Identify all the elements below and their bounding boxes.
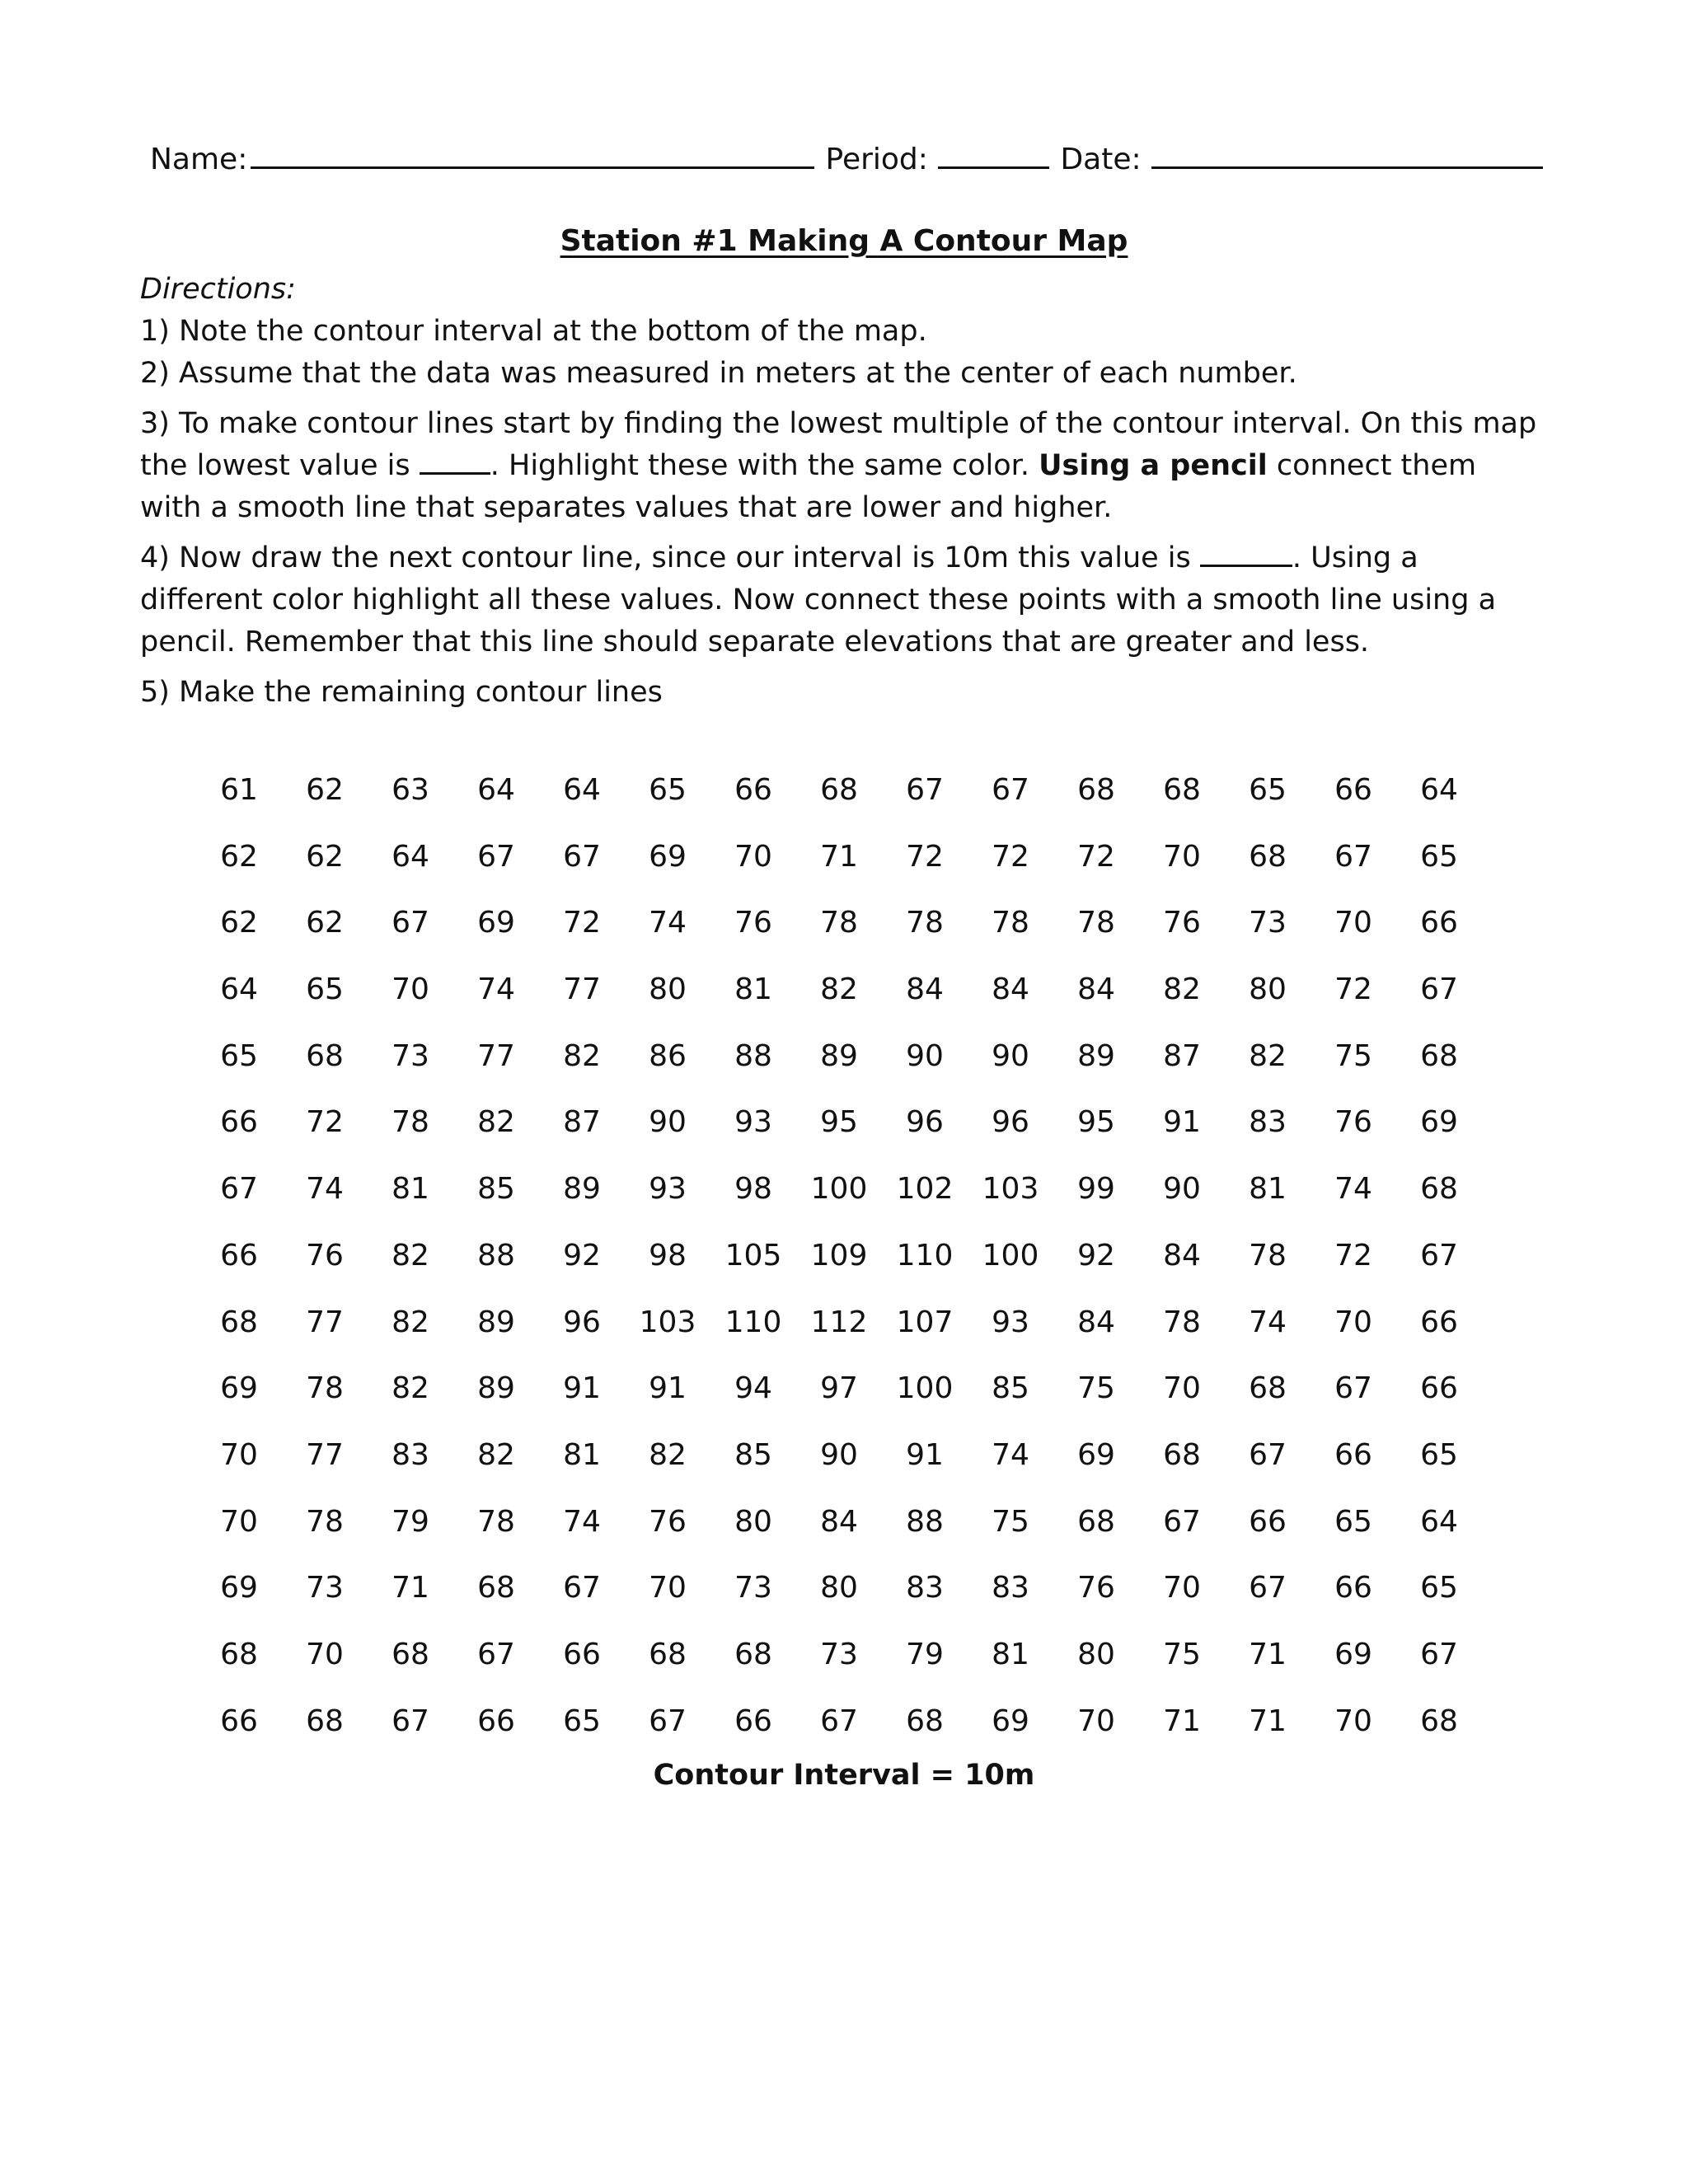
elevation-value: 67 — [1420, 972, 1458, 1007]
elevation-value: 67 — [477, 1637, 515, 1671]
elevation-value: 66 — [563, 1637, 601, 1671]
elevation-value: 90 — [649, 1105, 687, 1140]
elevation-value: 67 — [1334, 839, 1372, 874]
elevation-value: 75 — [992, 1504, 1029, 1539]
elevation-value: 77 — [477, 1038, 515, 1073]
elevation-value: 82 — [1249, 1038, 1287, 1073]
elevation-value: 81 — [1249, 1172, 1287, 1207]
elevation-value: 65 — [1420, 1437, 1458, 1472]
elevation-value: 75 — [1334, 1038, 1372, 1073]
grid-row — [196, 1571, 1482, 1638]
elevation-value: 73 — [1249, 906, 1287, 940]
elevation-value: 95 — [820, 1105, 858, 1140]
elevation-value: 62 — [306, 839, 344, 874]
grid-row — [196, 773, 1482, 840]
elevation-value: 76 — [1077, 1571, 1115, 1605]
elevation-value: 76 — [734, 906, 772, 940]
elevation-value: 68 — [1249, 839, 1287, 874]
elevation-value: 65 — [220, 1038, 258, 1073]
elevation-value: 78 — [1077, 906, 1115, 940]
elevation-value: 61 — [220, 773, 258, 807]
elevation-value: 78 — [820, 906, 858, 940]
elevation-value: 92 — [563, 1238, 601, 1272]
elevation-value: 78 — [906, 906, 944, 940]
elevation-value: 82 — [563, 1038, 601, 1073]
elevation-value: 67 — [1249, 1437, 1287, 1472]
grid-row — [196, 1172, 1482, 1239]
elevation-value: 78 — [306, 1371, 344, 1406]
elevation-value: 77 — [306, 1305, 344, 1339]
elevation-value: 92 — [1077, 1238, 1115, 1272]
elevation-value: 70 — [1163, 1571, 1201, 1605]
step-3: 3) To make contour lines start by finding the lowest multiple of the contour interval. On this map the lowest value is . Highlight these with the same color. Using a pencil connect them with a smooth line that separates values that are lower and higher. — [140, 407, 1537, 524]
elevation-value: 103 — [982, 1172, 1039, 1207]
elevation-value: 89 — [1077, 1038, 1115, 1073]
elevation-value: 90 — [992, 1038, 1029, 1073]
elevation-value: 64 — [220, 972, 258, 1007]
elevation-value: 83 — [992, 1571, 1029, 1605]
elevation-value: 95 — [1077, 1105, 1115, 1140]
elevation-value: 72 — [306, 1105, 344, 1140]
elevation-value: 66 — [1334, 1571, 1372, 1605]
elevation-value: 74 — [992, 1437, 1029, 1472]
elevation-value: 68 — [1420, 1038, 1458, 1073]
elevation-value: 91 — [649, 1371, 687, 1406]
step-4: 4) Now draw the next contour line, since our interval is 10m this value is . Using a different color highlight all these values. Now connect these points with a smooth line using a pencil. Remember that this line should separate elevations that are greater and less. — [140, 541, 1497, 658]
elevation-value: 66 — [220, 1105, 258, 1140]
elevation-value: 82 — [1163, 972, 1201, 1007]
grid-row — [196, 1505, 1482, 1572]
elevation-value: 70 — [649, 1571, 687, 1605]
elevation-value: 110 — [896, 1238, 954, 1272]
elevation-value: 78 — [306, 1504, 344, 1539]
elevation-value: 80 — [820, 1571, 858, 1605]
elevation-value: 110 — [724, 1305, 782, 1339]
elevation-value: 100 — [896, 1371, 954, 1406]
header-line — [150, 138, 1543, 176]
elevation-value: 87 — [563, 1105, 601, 1140]
elevation-value: 76 — [306, 1238, 344, 1272]
elevation-value: 79 — [392, 1504, 429, 1539]
elevation-value: 67 — [477, 839, 515, 874]
elevation-value: 69 — [992, 1704, 1029, 1738]
elevation-value: 96 — [906, 1105, 944, 1140]
elevation-value: 63 — [392, 773, 429, 807]
elevation-value: 100 — [982, 1238, 1039, 1272]
page-title: Station #1 Making A Contour Map — [560, 224, 1128, 258]
elevation-value: 91 — [563, 1371, 601, 1406]
grid-row — [196, 840, 1482, 907]
elevation-value: 70 — [1334, 1305, 1372, 1339]
elevation-value: 72 — [563, 906, 601, 940]
period-label: Period: — [825, 143, 928, 176]
elevation-value: 80 — [1249, 972, 1287, 1007]
elevation-value: 74 — [563, 1504, 601, 1539]
elevation-value: 98 — [649, 1238, 687, 1272]
elevation-value: 64 — [477, 773, 515, 807]
elevation-value: 89 — [820, 1038, 858, 1073]
elevation-value: 68 — [306, 1038, 344, 1073]
elevation-value: 70 — [1334, 1704, 1372, 1738]
elevation-value: 62 — [306, 773, 344, 807]
next-value-blank[interactable] — [1200, 540, 1292, 567]
grid-row — [196, 1305, 1482, 1372]
grid-row — [196, 1371, 1482, 1438]
elevation-grid — [196, 773, 1482, 1770]
elevation-value: 68 — [477, 1571, 515, 1605]
elevation-value: 80 — [649, 972, 687, 1007]
elevation-value: 66 — [220, 1238, 258, 1272]
lowest-value-blank[interactable] — [420, 448, 490, 475]
grid-row — [196, 1039, 1482, 1106]
elevation-value: 76 — [649, 1504, 687, 1539]
elevation-value: 66 — [1420, 906, 1458, 940]
elevation-value: 93 — [734, 1105, 772, 1140]
elevation-value: 86 — [649, 1038, 687, 1073]
elevation-value: 65 — [306, 972, 344, 1007]
name-label: Name: — [150, 143, 248, 176]
elevation-value: 78 — [1249, 1238, 1287, 1272]
elevation-value: 64 — [392, 839, 429, 874]
elevation-value: 66 — [1334, 773, 1372, 807]
elevation-value: 74 — [1334, 1172, 1372, 1207]
grid-row — [196, 1638, 1482, 1704]
contour-interval-label: Contour Interval = 10m — [653, 1759, 1035, 1792]
elevation-value: 66 — [734, 1704, 772, 1738]
elevation-value: 68 — [1420, 1172, 1458, 1207]
elevation-value: 67 — [392, 1704, 429, 1738]
elevation-value: 67 — [392, 906, 429, 940]
elevation-value: 82 — [477, 1105, 515, 1140]
elevation-value: 62 — [220, 906, 258, 940]
elevation-value: 85 — [992, 1371, 1029, 1406]
elevation-value: 71 — [1249, 1637, 1287, 1671]
elevation-value: 78 — [477, 1504, 515, 1539]
elevation-value: 105 — [724, 1238, 782, 1272]
elevation-value: 68 — [220, 1305, 258, 1339]
elevation-value: 96 — [563, 1305, 601, 1339]
period-blank[interactable] — [938, 138, 1049, 169]
elevation-value: 90 — [1163, 1172, 1201, 1207]
elevation-value: 70 — [1163, 1371, 1201, 1406]
elevation-value: 98 — [734, 1172, 772, 1207]
elevation-value: 66 — [1420, 1371, 1458, 1406]
elevation-value: 67 — [1420, 1238, 1458, 1272]
elevation-value: 65 — [1249, 773, 1287, 807]
elevation-value: 79 — [906, 1637, 944, 1671]
elevation-value: 88 — [906, 1504, 944, 1539]
elevation-value: 93 — [649, 1172, 687, 1207]
elevation-value: 71 — [392, 1571, 429, 1605]
elevation-value: 72 — [1334, 1238, 1372, 1272]
elevation-value: 74 — [306, 1172, 344, 1207]
elevation-value: 71 — [1163, 1704, 1201, 1738]
elevation-value: 90 — [906, 1038, 944, 1073]
elevation-value: 77 — [563, 972, 601, 1007]
grid-row — [196, 1438, 1482, 1505]
elevation-value: 70 — [220, 1437, 258, 1472]
name-blank[interactable] — [251, 138, 814, 169]
elevation-value: 67 — [1420, 1637, 1458, 1671]
elevation-value: 67 — [820, 1704, 858, 1738]
elevation-value: 82 — [392, 1238, 429, 1272]
elevation-value: 68 — [220, 1637, 258, 1671]
elevation-value: 103 — [639, 1305, 696, 1339]
elevation-value: 80 — [734, 1504, 772, 1539]
elevation-value: 68 — [1077, 1504, 1115, 1539]
elevation-value: 72 — [1077, 839, 1115, 874]
elevation-value: 68 — [392, 1637, 429, 1671]
elevation-value: 73 — [820, 1637, 858, 1671]
elevation-value: 66 — [477, 1704, 515, 1738]
elevation-value: 99 — [1077, 1172, 1115, 1207]
elevation-value: 96 — [992, 1105, 1029, 1140]
elevation-value: 94 — [734, 1371, 772, 1406]
elevation-value: 67 — [649, 1704, 687, 1738]
elevation-value: 73 — [734, 1571, 772, 1605]
elevation-value: 85 — [734, 1437, 772, 1472]
elevation-value: 70 — [734, 839, 772, 874]
elevation-value: 69 — [220, 1371, 258, 1406]
elevation-value: 74 — [649, 906, 687, 940]
elevation-value: 66 — [734, 773, 772, 807]
elevation-value: 102 — [896, 1172, 954, 1207]
grid-row — [196, 1239, 1482, 1305]
elevation-value: 91 — [1163, 1105, 1201, 1140]
elevation-value: 112 — [810, 1305, 868, 1339]
elevation-value: 73 — [306, 1571, 344, 1605]
elevation-value: 70 — [220, 1504, 258, 1539]
elevation-value: 82 — [820, 972, 858, 1007]
elevation-value: 76 — [1334, 1105, 1372, 1140]
elevation-value: 65 — [563, 1704, 601, 1738]
elevation-value: 81 — [563, 1437, 601, 1472]
elevation-value: 97 — [820, 1371, 858, 1406]
directions-block — [140, 269, 1541, 714]
elevation-value: 70 — [392, 972, 429, 1007]
elevation-value: 82 — [649, 1437, 687, 1472]
elevation-value: 72 — [992, 839, 1029, 874]
grid-row — [196, 1105, 1482, 1172]
elevation-value: 69 — [477, 906, 515, 940]
elevation-value: 65 — [649, 773, 687, 807]
elevation-value: 68 — [1420, 1704, 1458, 1738]
elevation-value: 77 — [306, 1437, 344, 1472]
elevation-value: 78 — [392, 1105, 429, 1140]
elevation-value: 85 — [477, 1172, 515, 1207]
elevation-value: 72 — [906, 839, 944, 874]
elevation-value: 87 — [1163, 1038, 1201, 1073]
elevation-value: 84 — [1077, 972, 1115, 1007]
elevation-value: 68 — [1249, 1371, 1287, 1406]
elevation-value: 65 — [1420, 839, 1458, 874]
elevation-value: 89 — [477, 1305, 515, 1339]
elevation-value: 69 — [1334, 1637, 1372, 1671]
elevation-value: 68 — [1077, 773, 1115, 807]
elevation-value: 68 — [649, 1637, 687, 1671]
elevation-value: 84 — [906, 972, 944, 1007]
step-1: 1) Note the contour interval at the bottom of the map. — [140, 315, 927, 348]
elevation-value: 81 — [392, 1172, 429, 1207]
elevation-value: 72 — [1334, 972, 1372, 1007]
elevation-value: 84 — [820, 1504, 858, 1539]
date-label: Date: — [1060, 143, 1142, 176]
elevation-value: 67 — [220, 1172, 258, 1207]
elevation-value: 73 — [392, 1038, 429, 1073]
elevation-value: 70 — [306, 1637, 344, 1671]
elevation-value: 65 — [1334, 1504, 1372, 1539]
elevation-value: 68 — [906, 1704, 944, 1738]
elevation-value: 75 — [1077, 1371, 1115, 1406]
elevation-value: 84 — [1077, 1305, 1115, 1339]
elevation-value: 109 — [810, 1238, 868, 1272]
step-2: 2) Assume that the data was measured in meters at the center of each number. — [140, 357, 1297, 390]
elevation-value: 68 — [1163, 773, 1201, 807]
elevation-value: 69 — [649, 839, 687, 874]
elevation-value: 68 — [306, 1704, 344, 1738]
elevation-value: 68 — [734, 1637, 772, 1671]
elevation-value: 64 — [1420, 773, 1458, 807]
elevation-value: 62 — [306, 906, 344, 940]
elevation-value: 83 — [906, 1571, 944, 1605]
elevation-value: 81 — [734, 972, 772, 1007]
elevation-value: 88 — [477, 1238, 515, 1272]
elevation-value: 67 — [1249, 1571, 1287, 1605]
elevation-value: 81 — [992, 1637, 1029, 1671]
elevation-value: 83 — [1249, 1105, 1287, 1140]
elevation-value: 80 — [1077, 1637, 1115, 1671]
elevation-value: 65 — [1420, 1571, 1458, 1605]
elevation-value: 88 — [734, 1038, 772, 1073]
elevation-value: 67 — [906, 773, 944, 807]
elevation-value: 82 — [477, 1437, 515, 1472]
elevation-value: 89 — [563, 1172, 601, 1207]
elevation-value: 62 — [220, 839, 258, 874]
elevation-value: 89 — [477, 1371, 515, 1406]
elevation-value: 68 — [1163, 1437, 1201, 1472]
elevation-value: 69 — [1420, 1105, 1458, 1140]
elevation-value: 71 — [1249, 1704, 1287, 1738]
elevation-value: 67 — [1163, 1504, 1201, 1539]
elevation-value: 75 — [1163, 1637, 1201, 1671]
elevation-value: 66 — [220, 1704, 258, 1738]
date-blank[interactable] — [1151, 138, 1543, 169]
elevation-value: 70 — [1163, 839, 1201, 874]
elevation-value: 66 — [1249, 1504, 1287, 1539]
elevation-value: 70 — [1077, 1704, 1115, 1738]
elevation-value: 67 — [563, 1571, 601, 1605]
elevation-value: 78 — [1163, 1305, 1201, 1339]
elevation-value: 67 — [563, 839, 601, 874]
directions-label: Directions: — [140, 273, 296, 306]
elevation-value: 71 — [820, 839, 858, 874]
elevation-value: 91 — [906, 1437, 944, 1472]
elevation-value: 67 — [1334, 1371, 1372, 1406]
grid-row — [196, 972, 1482, 1039]
elevation-value: 66 — [1420, 1305, 1458, 1339]
elevation-value: 74 — [1249, 1305, 1287, 1339]
elevation-value: 84 — [992, 972, 1029, 1007]
elevation-value: 64 — [1420, 1504, 1458, 1539]
grid-row — [196, 906, 1482, 972]
elevation-value: 67 — [992, 773, 1029, 807]
elevation-value: 69 — [1077, 1437, 1115, 1472]
step-5: 5) Make the remaining contour lines — [140, 676, 663, 709]
elevation-value: 90 — [820, 1437, 858, 1472]
elevation-value: 68 — [820, 773, 858, 807]
elevation-value: 76 — [1163, 906, 1201, 940]
elevation-value: 78 — [992, 906, 1029, 940]
elevation-value: 84 — [1163, 1238, 1201, 1272]
elevation-value: 93 — [992, 1305, 1029, 1339]
elevation-value: 83 — [392, 1437, 429, 1472]
elevation-value: 70 — [1334, 906, 1372, 940]
elevation-value: 64 — [563, 773, 601, 807]
elevation-value: 100 — [810, 1172, 868, 1207]
elevation-value: 82 — [392, 1371, 429, 1406]
elevation-value: 74 — [477, 972, 515, 1007]
elevation-value: 107 — [896, 1305, 954, 1339]
elevation-value: 69 — [220, 1571, 258, 1605]
elevation-value: 66 — [1334, 1437, 1372, 1472]
elevation-value: 82 — [392, 1305, 429, 1339]
